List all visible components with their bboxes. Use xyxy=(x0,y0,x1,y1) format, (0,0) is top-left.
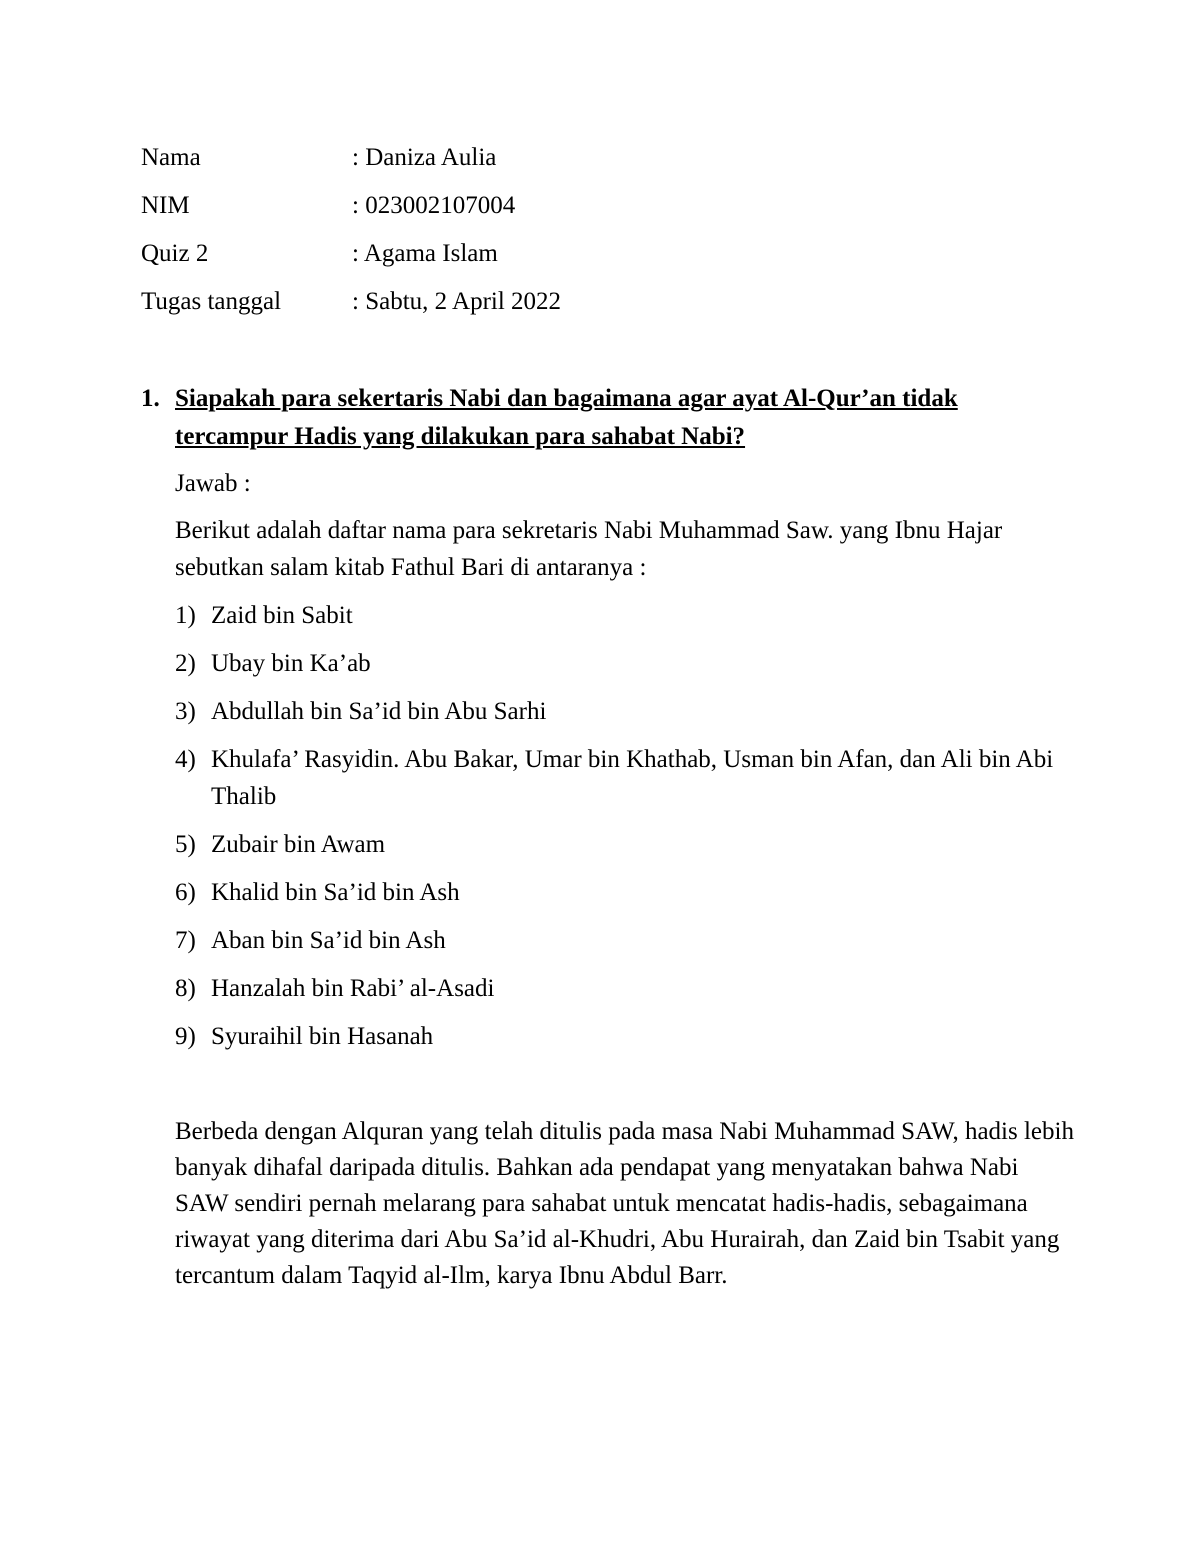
quiz-value: : Agama Islam xyxy=(352,240,498,267)
list-item-text: Syuraihil bin Hasanah xyxy=(211,1023,434,1050)
list-item-text: Abdullah bin Sa’id bin Abu Sarhi xyxy=(211,698,547,725)
list-item-number: 9) xyxy=(175,1023,196,1050)
list-item-text: Khalid bin Sa’id bin Ash xyxy=(211,879,460,906)
list-item-number: 3) xyxy=(175,698,196,725)
list-item-number: 5) xyxy=(175,831,196,858)
list-item-number: 4) xyxy=(175,746,196,773)
question-text: Siapakah para sekertaris Nabi dan bagaimana agar ayat Al-Qur’an tidak tercampur Hadis yang dilakukan para sahabat Nabi? xyxy=(175,385,958,450)
date-value: : Sabtu, 2 April 2022 xyxy=(352,288,562,315)
nim-label: NIM xyxy=(141,192,190,219)
date-label: Tugas tanggal xyxy=(141,288,282,315)
nim-value: : 023002107004 xyxy=(352,192,516,219)
list-item-text: Zaid bin Sabit xyxy=(211,602,353,629)
name-value: : Daniza Aulia xyxy=(352,144,497,171)
list-item-text: Khulafa’ Rasyidin. Abu Bakar, Umar bin Khathab, Usman bin Afan, dan Ali bin Abi Thalib xyxy=(211,746,1054,810)
list-item-text: Hanzalah bin Rabi’ al-Asadi xyxy=(211,975,495,1002)
quiz-label: Quiz 2 xyxy=(141,240,209,267)
list-item-number: 6) xyxy=(175,879,196,906)
list-item-text: Zubair bin Awam xyxy=(211,831,386,858)
list-item-number: 2) xyxy=(175,650,196,677)
list-item-number: 1) xyxy=(175,602,196,629)
list-item-number: 8) xyxy=(175,975,196,1002)
list-item-text: Ubay bin Ka’ab xyxy=(211,650,371,677)
name-label: Nama xyxy=(141,144,201,171)
answer-intro: Berikut adalah daftar nama para sekretaris Nabi Muhammad Saw. yang Ibnu Hajar sebutkan salam kitab Fathul Bari di antaranya : xyxy=(175,517,1003,581)
question-number: 1. xyxy=(141,385,160,412)
list-item-text: Aban bin Sa’id bin Ash xyxy=(211,927,446,954)
list-item-number: 7) xyxy=(175,927,196,954)
answer-label: Jawab : xyxy=(175,470,251,497)
answer-paragraph: Berbeda dengan Alquran yang telah ditulis pada masa Nabi Muhammad SAW, hadis lebih banyak dihafal daripada ditulis. Bahkan ada pendapat yang menyatakan bahwa Nabi SAW sendiri pernah melarang para sahabat untuk mencatat hadis-hadis, sebagaimana riwayat yang diterima dari Abu Sa’id al-Khudri, Abu Hurairah, dan Zaid bin Tsabit yang tercantum dalam Taqyid al-Ilm, karya Ibnu Abdul Barr. xyxy=(175,1118,1074,1289)
